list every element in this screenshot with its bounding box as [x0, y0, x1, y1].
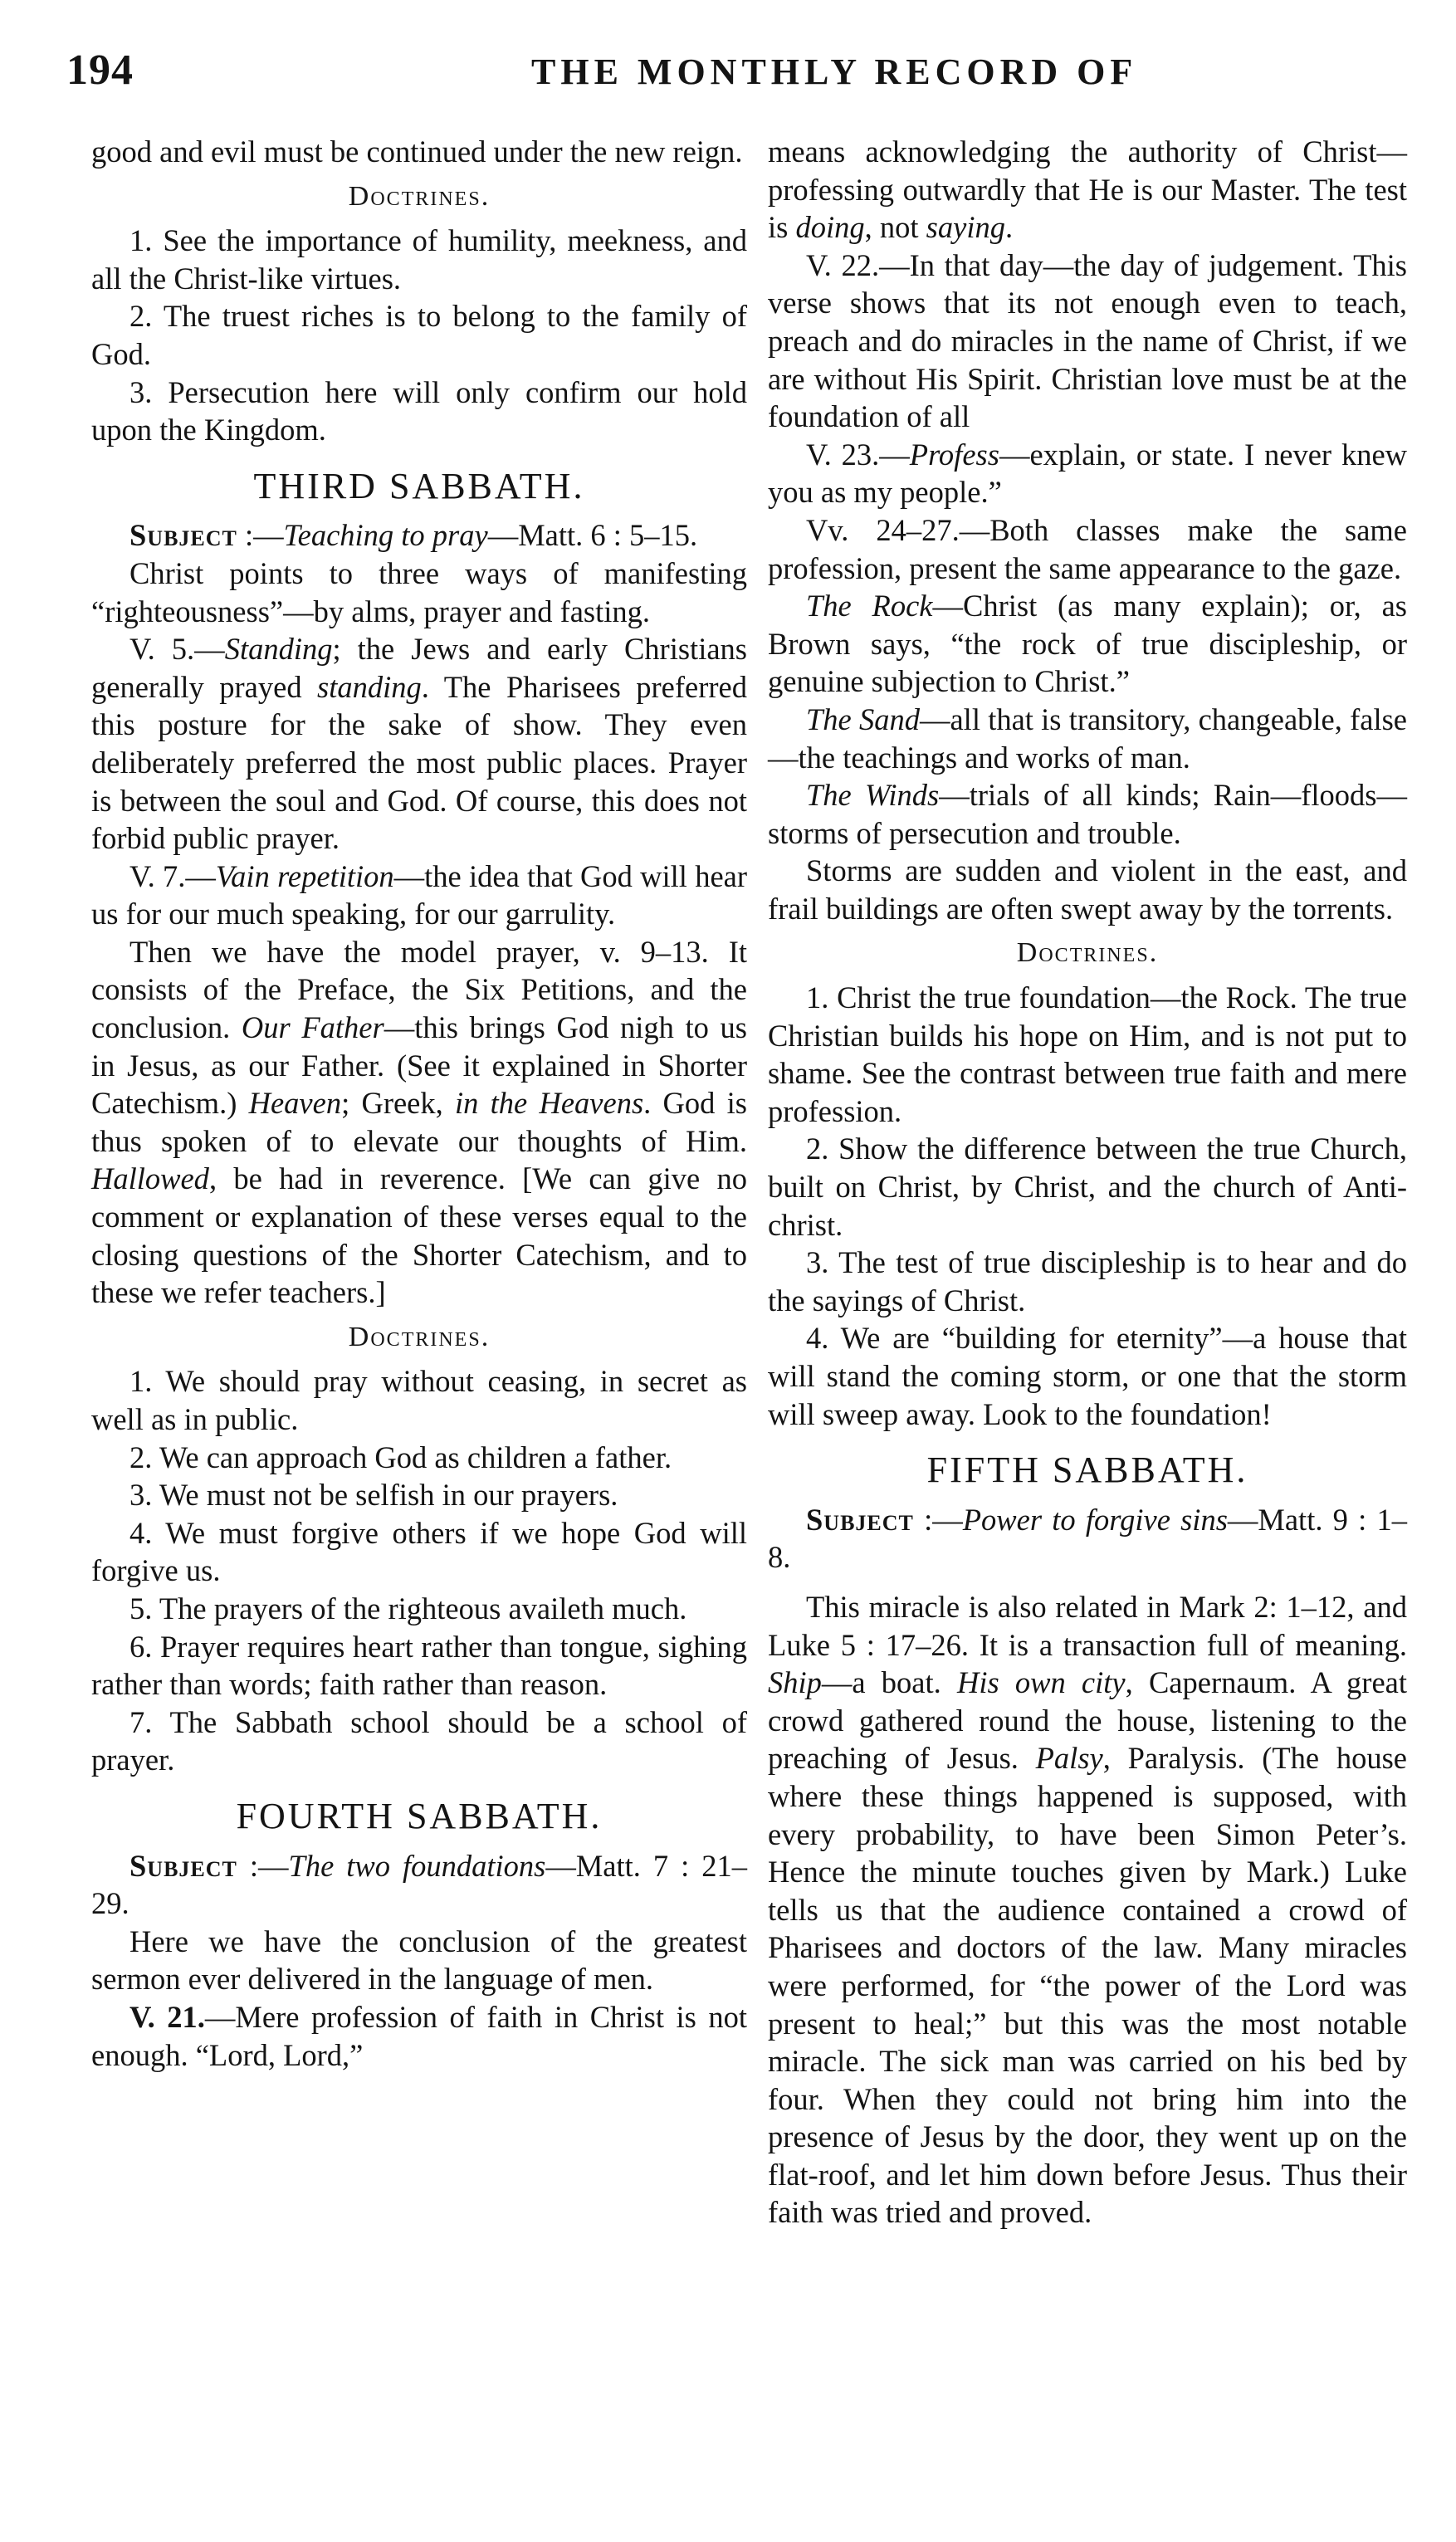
subject-reference: —Matt. 6 : 5–15.: [487, 518, 698, 553]
subject-separator: :—: [237, 1848, 289, 1883]
gloss-text: —trials of all kinds; Rain—floods—storms of persecution and trouble.: [768, 778, 1407, 850]
subject-topic: Power to forgive sins: [962, 1502, 1228, 1537]
doctrine-item: 2. The truest riches is to belong to the family of God.: [91, 299, 747, 371]
text-run: , be had in reverence. [We can give no comment or explanation of these verses equal to the closing questions of the Shorter Catechism, and to these we refer teachers.]: [91, 1161, 747, 1310]
section-heading-fifth-sabbath: FIFTH SABBATH.: [926, 1449, 1248, 1491]
doctrine-item: 1. Christ the true foundation—the Rock. The true Christian builds his hope on Him, and is not put to shame. See the contrast between true faith and mere profession.: [768, 980, 1407, 1128]
verse-text: —Mere profession of faith in Christ is not enough. “Lord, Lord,”: [91, 1999, 747, 2072]
verse-text: —explain, or state. I never knew you as my people.”: [768, 437, 1408, 510]
gloss-text: —all that is transitory, changeable, false—the teachings and works of man.: [768, 701, 1408, 775]
text-run: , not: [864, 210, 926, 245]
right-column: [768, 133, 1407, 2232]
text-run: , Paralysis. (The house where these things happened is supposed, with every probability, to have been Simon Peter’s. Hence the minute touches given by Mark.) Luke tells us that the audience contained a crowd of Pharisees and doctors of the law. Many miracles were performed, for “the power of the Lord was present to heal;” but this was the most notable miracle. The sick man was carried on his bed by four. When they could not bring him into the presence of Jesus by the door, they went up on the flat-roof, and let him down before Jesus. Thus their faith was tried and proved.: [768, 1741, 1407, 2230]
doctrine-item: 6. Prayer requires heart rather than tongue, sighing rather than words; faith rather than reason.: [91, 1629, 747, 1702]
subject-label: Subject: [129, 518, 237, 553]
paragraph: [768, 133, 1407, 247]
verse-text: —the idea that God will hear us for our much speaking, for our garrulity.: [91, 858, 747, 931]
subject-separator: :—: [237, 518, 284, 553]
text-run: .: [1004, 210, 1014, 245]
keyword: doing: [795, 210, 865, 245]
gloss-text: —Christ (as many explain); or, as Brown says, “the rock of true discipleship, or genuine subjection to Christ.”: [768, 589, 1407, 699]
doctrine-item: 2. Show the difference between the true Church, built on Christ, by Christ, and the church of Anti-christ.: [768, 1132, 1407, 1242]
spacer: [768, 1577, 1407, 1588]
verse-text: ; the Jews and early Christians generally prayed: [91, 632, 747, 704]
page-header: [66, 46, 1395, 104]
lesson-subject: [91, 1847, 747, 1923]
verse-note: [768, 436, 1407, 511]
keyword: Heaven: [248, 1086, 342, 1121]
verse-keyword: Standing: [224, 632, 333, 667]
section-heading-doctrines: Doctrines.: [348, 1321, 491, 1352]
verse-label: V. 5.—: [129, 632, 225, 667]
subject-topic: Teaching to pray: [283, 518, 488, 553]
text-run: , Capernaum. A great crowd gathered round the house, listening to the preaching of Jesus.: [768, 1665, 1407, 1776]
verse-text: . The Pharisees preferred this posture for the sake of show. They even deliberately preferred the most public places. Prayer is between the soul and God. Of course, this does not forbid public prayer.: [91, 669, 747, 856]
section-heading-fourth-sabbath: FOURTH SABBATH.: [236, 1795, 603, 1836]
text-run: . God is thus spoken of to elevate our thoughts of Him.: [91, 1086, 747, 1158]
verse-label: Vv. 24–27.: [806, 512, 960, 547]
text-run: —a boat.: [821, 1665, 957, 1700]
subject-reference: —Matt. 9 : 1–8.: [768, 1502, 1407, 1575]
doctrine-item: 4. We are “building for eternity”—a house that will stand the coming storm, or one that the storm will sweep away. Look to the foundation!: [768, 1321, 1407, 1431]
lesson-subject: [91, 516, 747, 555]
lesson-subject: [768, 1501, 1407, 1577]
doctrine-item: 3. We must not be selfish in our prayers.: [129, 1478, 618, 1513]
gloss-term: The Sand: [806, 701, 920, 736]
subject-topic: The two foundations: [288, 1848, 546, 1883]
paragraph: Christ points to three ways of manifesting “righteousness”—by alms, prayer and fasting.: [91, 555, 747, 628]
gloss-term: The Winds: [806, 778, 940, 813]
keyword: Ship: [768, 1665, 822, 1700]
verse-label: V. 22.: [806, 247, 880, 282]
doctrine-item: 7. The Sabbath school should be a school of prayer.: [91, 1704, 747, 1777]
verse-note: [91, 1998, 747, 2074]
subject-label: Subject: [129, 1848, 237, 1883]
paragraph: Here we have the conclusion of the greatest sermon ever delivered in the language of men.: [91, 1924, 747, 1997]
verse-note: [768, 511, 1407, 587]
keyword: His own city: [956, 1665, 1126, 1700]
verse-text: —Both classes make the same profession, present the same appearance to the gaze.: [768, 512, 1407, 585]
paragraph: [768, 1588, 1407, 2232]
subject-separator: :—: [913, 1502, 963, 1537]
doctrine-item: 4. We must forgive others if we hope God will forgive us.: [91, 1515, 747, 1588]
verse-note: [91, 630, 747, 858]
keyword: Our Father: [241, 1010, 384, 1045]
paragraph: [91, 933, 747, 1312]
subject-reference: —Matt. 7 : 21–29.: [91, 1848, 747, 1921]
keyword: Palsy: [1035, 1741, 1103, 1776]
subject-label: Subject: [806, 1502, 914, 1537]
section-heading-third-sabbath: THIRD SABBATH.: [253, 465, 585, 506]
verse-note: [91, 858, 747, 933]
text-run: —this brings God nigh to us in Jesus, as our Father. (See it explained in Shorter Catechism.): [91, 1010, 747, 1121]
verse-keyword: standing: [317, 669, 422, 704]
page-number: 194: [66, 46, 134, 94]
verse-label: V. 23.—: [806, 437, 910, 472]
paragraph: good and evil must be continued under the new reign.: [91, 134, 743, 169]
verse-keyword: Vain repetition: [215, 858, 394, 893]
doctrine-item: 1. See the importance of humility, meekness, and all the Christ-like virtues.: [91, 223, 747, 296]
gloss-term: The Rock: [806, 589, 933, 623]
paragraph: Storms are sudden and violent in the east, and frail buildings are often swept away by the torrents.: [768, 853, 1407, 926]
keyword: saying: [926, 210, 1005, 245]
doctrine-item: 1. We should pray without ceasing, in secret as well as in public.: [91, 1364, 747, 1436]
text-run: ; Greek,: [341, 1086, 456, 1121]
doctrine-item: 3. The test of true discipleship is to hear and do the sayings of Christ.: [768, 1245, 1407, 1317]
keyword: Hallowed: [91, 1161, 209, 1196]
verse-keyword: Profess: [909, 437, 999, 472]
keyword: in the Heavens: [455, 1086, 644, 1121]
verse-label: V. 21.: [129, 1999, 205, 2034]
verse-note: [768, 247, 1407, 436]
gloss: [768, 587, 1407, 701]
doctrine-item: 2. We can approach God as children a father.: [129, 1440, 672, 1474]
text-run: means acknowledging the authority of Christ—professing outwardly that He is our Master. The test is: [768, 134, 1407, 245]
section-heading-doctrines: Doctrines.: [1016, 937, 1159, 969]
verse-label: V. 7.—: [129, 858, 216, 893]
section-heading-doctrines: Doctrines.: [348, 180, 491, 212]
verse-text: —In that day—the day of judgement. This verse shows that its not enough even to teach, preach and do miracles in the name of Christ, if we are without His Spirit. Christian love must be at the foundation of all: [768, 247, 1408, 434]
doctrine-item: 5. The prayers of the righteous availeth much.: [129, 1591, 687, 1625]
left-column: [91, 133, 747, 2074]
doctrine-item: 3. Persecution here will only confirm our hold upon the Kingdom.: [91, 374, 747, 447]
gloss: [768, 776, 1407, 852]
text-run: Then we have the model prayer, v. 9–13. It consists of the Preface, the Six Petitions, and the conclusion.: [91, 934, 747, 1045]
gloss: [768, 701, 1407, 776]
running-title: THE MONTHLY RECORD OF: [531, 51, 1138, 92]
text-run: This miracle is also related in Mark 2: 1–12, and Luke 5 : 17–26. It is a transaction full of meaning.: [768, 1589, 1407, 1662]
